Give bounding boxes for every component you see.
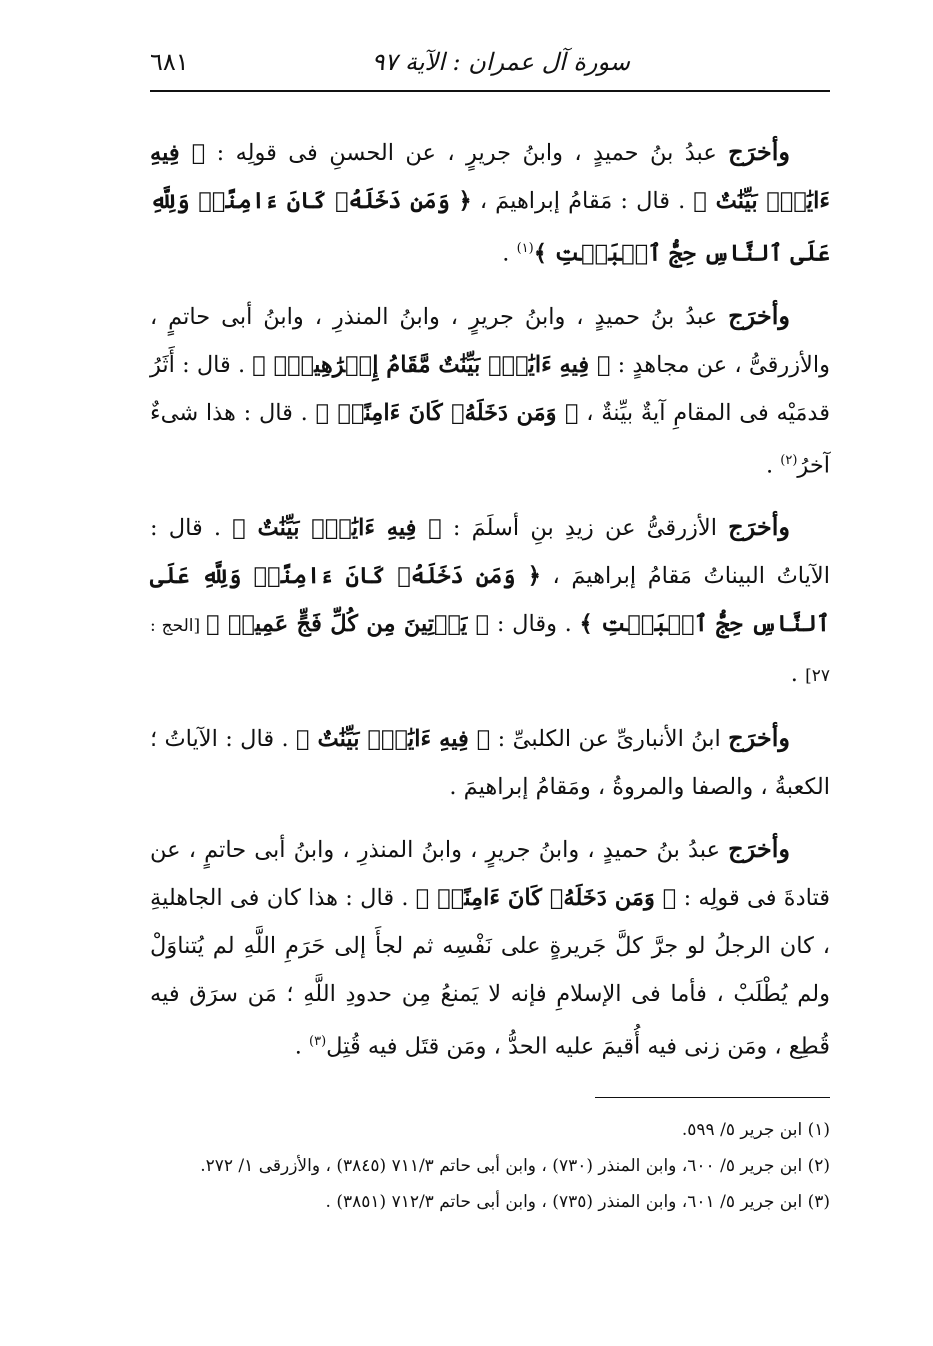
paragraph-text: . <box>502 240 517 267</box>
quran-quote: ﴿ فِيهِ ءَايَٰتٌۢ بَيِّنَٰتٌ ﴾ <box>232 515 442 541</box>
paragraph-text: عبدُ بنُ حميدٍ ، وابنُ جريرٍ ، وابنُ المنذرِ ، وابنُ أبى حاتمٍ ، عن قتادةَ فى قولِه : <box>150 837 830 911</box>
footnote-2: (٢) ابن جرير ٥/ ٦٠٠، وابن المنذر (٧٣٠) ، وابن أبى حاتم ٧١١/٣ (٣٨٤٥) ، والأزرقى ١/ ٢٧٢. <box>200 1155 830 1176</box>
footnote-marker[interactable]: (٢) <box>780 452 798 468</box>
surah-reference: [الحج : ٢٧] <box>150 616 830 686</box>
book-page <box>150 40 830 1300</box>
paragraph-text: . قال : مَقامُ إبراهيمَ ، <box>471 188 694 214</box>
paragraph-text: عبدُ بنُ حميدٍ ، وابنُ جريرٍ ، عن الحسنِ فى قولِه : <box>205 140 729 166</box>
paragraph-lead: وأخرَج <box>728 723 790 752</box>
paragraph-text: . قال : هذا شىءٌ آخرُ <box>150 399 830 478</box>
quran-quote: ﴿ وَمَن دَخَلَهُۥ كَانَ ءَامِنًاۗ ﴾ <box>415 885 677 911</box>
paragraph-4 <box>150 714 830 811</box>
page-header <box>150 40 830 92</box>
paragraph-text: . قال : هذا كان فى الجاهليةِ ، كان الرجلُ لو جرَّ كلَّ جَريرةٍ على نَفْسِه ثم لجأَ إلى حَرَمِ اللَّهِ لم يُتناوَلْ ولم يُطْلَبْ ، فأما فى الإسلامِ فإنه لا يَمنعُ مِن حدودِ اللَّهِ ؛ مَن سرَق فيه قُطِع ، ومَن زنى فيه أُقيمَ عليه الحدُّ ، ومَن قتَل فيه قُتِل <box>150 885 830 1060</box>
paragraph-lead: وأخرَج <box>728 512 790 541</box>
footnote-divider <box>595 1097 830 1098</box>
quran-quote: ﴿ وَمَن دَخَلَهُۥ كَانَ ءَامِنًاۗ وَلِلَّهِ عَلَى ٱلنَّاسِ حِجُّ ٱلۡبَيۡتِ ﴾ <box>150 563 830 637</box>
footnote-3: (٣) ابن جرير ٥/ ٦٠١، وابن المنذر (٧٣٥) ، وابن أبى حاتم ٧١٢/٣ (٣٨٥١) . <box>325 1191 830 1212</box>
quran-quote: ﴿ وَمَن دَخَلَهُۥ كَانَ ءَامِنًاۗ ﴾ <box>315 399 579 426</box>
paragraph-text: الأزرقىُّ عن زيدِ بنِ أسلَمَ : <box>441 515 729 541</box>
paragraph-text: عبدُ بنُ حميدٍ ، وابنُ جريرٍ ، وابنُ المنذرِ ، وابنُ أبى حاتمٍ ، والأزرقىُّ ، عن مجاهدٍ : <box>150 303 831 378</box>
page-body <box>150 128 830 1220</box>
quran-quote: ﴿ فِيهِ ءَايَٰتٌۢ بَيِّنَٰتٌ ﴾ <box>296 726 491 752</box>
paragraph-text: . <box>790 661 806 687</box>
paragraph-lead: وأخرَج <box>728 834 790 863</box>
quran-quote: ﴿ فِيهِ ءَايَٰتٌۢ بَيِّنَٰتٌ مَّقَامُ إِبۡرَٰهِيمَۖ ﴾ <box>252 351 611 378</box>
paragraph-text: . قال : أَثَرُ قدمَيْه فى المقامِ آيةٌ بيِّنةٌ ، <box>150 351 830 426</box>
paragraph-2 <box>150 292 830 490</box>
paragraph-1 <box>150 128 830 278</box>
quran-quote: ﴿ فِيهِ ءَايَٰتٌۢ بَيِّنَٰتٌ ﴾ <box>150 140 830 214</box>
surah-title: سورة آل عمران : الآية ٩٧ <box>371 48 630 76</box>
paragraph-text: . <box>294 1033 310 1060</box>
paragraph-text: . قال : الآياتُ البيناتُ مَقامُ إبراهيمَ ، <box>150 515 830 589</box>
quran-quote: ﴿ يَأۡتِينَ مِن كُلِّ فَجٍّ عَمِيقٖ ﴾ <box>206 611 490 637</box>
paragraph-lead: وأخرَج <box>728 300 790 330</box>
paragraph-lead: وأخرَج <box>728 137 790 166</box>
paragraph-text: . قال : الآياتُ ؛ الكعبةُ ، والصفا والمروةُ ، ومَقامُ إبراهيمَ . <box>150 726 830 800</box>
paragraph-text: ابنُ الأنبارىِّ عن الكلبىِّ : <box>490 726 729 752</box>
footnote-marker[interactable]: (١) <box>516 241 534 256</box>
footnote-1: (١) ابن جرير ٥/ ٥٩٩. <box>681 1119 830 1140</box>
page-number: ٦٨١ <box>150 48 189 76</box>
paragraph-text: . وقال : <box>489 611 580 637</box>
quran-quote: ﴿ وَمَن دَخَلَهُۥ كَانَ ءَامِنًاۗ وَلِلَّهِ عَلَى ٱلنَّاسِ حِجُّ ٱلۡبَيۡتِ ﴾ <box>150 188 830 267</box>
paragraph-5 <box>150 825 830 1071</box>
footnote-marker[interactable]: (٣) <box>309 1034 327 1049</box>
paragraph-3 <box>150 503 830 700</box>
paragraph-text: . <box>765 452 781 478</box>
